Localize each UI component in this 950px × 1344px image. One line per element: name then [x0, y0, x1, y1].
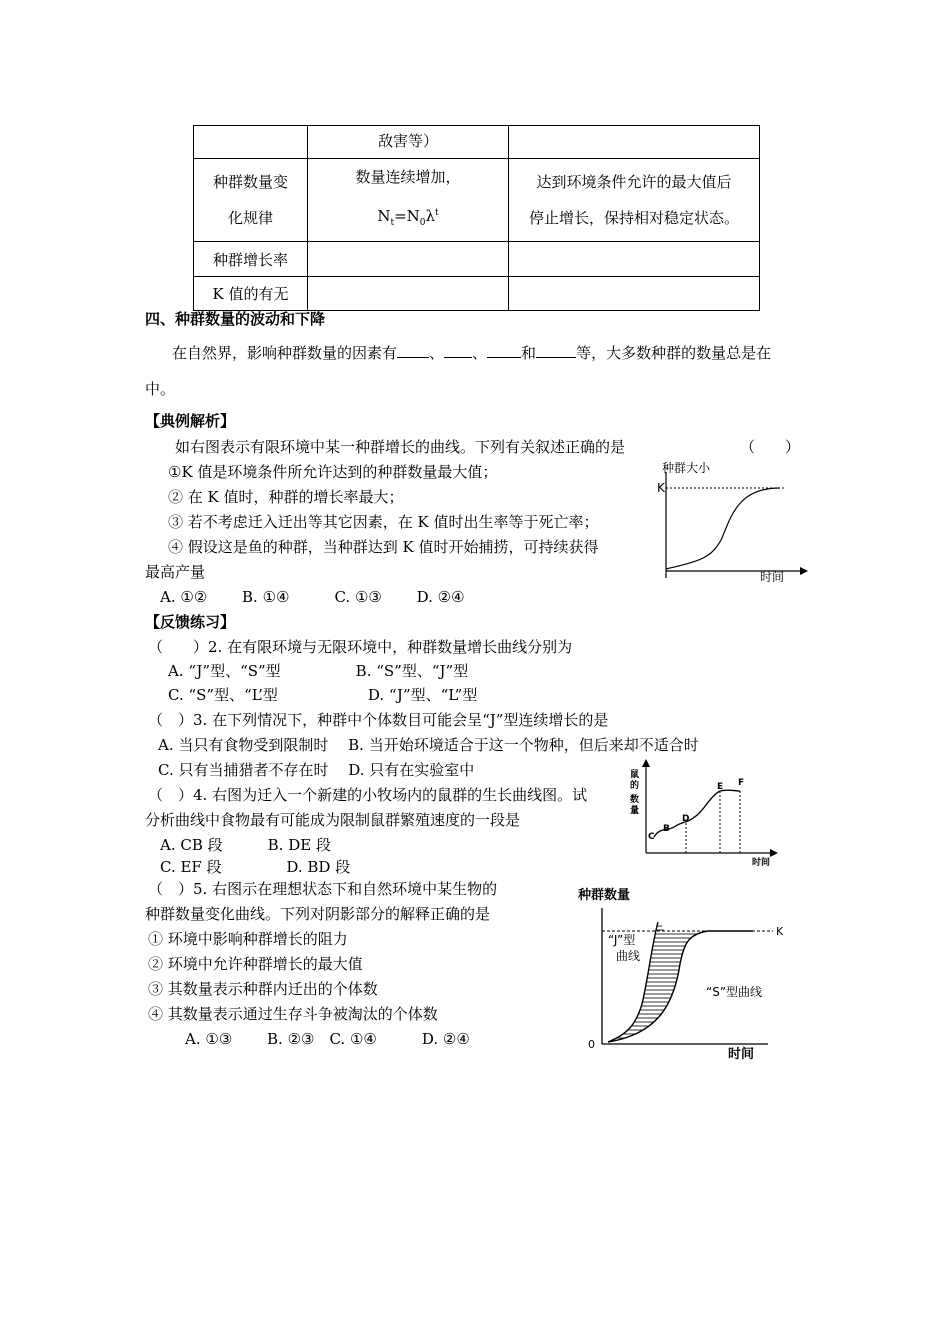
table-row	[194, 159, 760, 242]
options: C. 只有当捕猎者不存在时 D. 只有在实验室中	[158, 761, 475, 779]
j-s-curve-graph	[578, 884, 796, 1060]
k-label: K	[776, 925, 784, 938]
question: （ ）4. 右图为迁入一个新建的小牧场内的鼠群的生长曲线图。试	[148, 786, 588, 804]
table-cell	[308, 277, 509, 311]
point-label: D	[682, 814, 690, 824]
j-label: “J”型	[608, 933, 636, 947]
origin-label: 0	[588, 1038, 595, 1051]
statement: 最高产量	[145, 563, 206, 581]
point-label: F	[738, 778, 745, 788]
question: （ ）5. 右图示在理想状态下和自然环境中某生物的	[148, 880, 498, 898]
comparison-table	[193, 125, 760, 311]
table-cell	[509, 277, 760, 311]
table-cell	[509, 126, 760, 159]
cell-text: 停止增长，保持相对稳定状态。	[528, 209, 739, 227]
table-cell	[308, 242, 509, 277]
y-label: 量	[630, 806, 640, 816]
table-cell	[509, 242, 760, 277]
arrow-icon	[642, 759, 650, 767]
s-label: “S”型曲线	[706, 985, 763, 999]
options: C. “S”型、“L’型 D. “J”型、“L”型	[168, 686, 478, 704]
table-row	[194, 242, 760, 277]
table-cell	[194, 159, 308, 242]
statement: ③ 若不考虑迁入迁出等其它因素，在 K 值时出生率等于死亡率；	[168, 513, 599, 531]
question: （ ）2. 在有限环境与无限环境中，种群数量增长曲线分别为	[148, 638, 573, 656]
paragraph-line: 在自然界，影响种群数量的因素有 、 、 和 等，大多数种群的数量总是在	[172, 344, 772, 362]
statement: ② 环境中允许种群增长的最大值	[148, 955, 363, 973]
answer-paren: （ ）	[740, 438, 801, 456]
question-stem: 如右图表示有限环境中某一种群增长的曲线。下列有关叙述正确的是	[175, 438, 626, 456]
formula: $N_t=N_0\lambda^t$	[377, 207, 439, 228]
k-label: K	[657, 481, 665, 495]
options: A. CB 段 B. DE 段	[160, 836, 331, 854]
table-cell: 敌害等）	[308, 126, 509, 159]
statement: ① 环境中影响种群增长的阻力	[148, 930, 348, 948]
section-heading: 【典例解析】	[145, 412, 236, 430]
options: A. “J”型、“S”型 B. “S”型、“J”型	[168, 662, 469, 680]
cell-text: 数量连续增加，	[355, 168, 461, 186]
row-label: 化规律	[227, 209, 273, 227]
options: A. 当只有食物受到限制时 B. 当开始环境适合于这一个物种，但后来却不适合时	[158, 736, 699, 754]
row-label: 种群数量变	[212, 173, 288, 191]
section-heading: 【反馈练习】	[145, 613, 236, 631]
statement: ③ 其数量表示种群内迁出的个体数	[148, 980, 378, 998]
table-row	[194, 126, 760, 159]
statement: ② 在 K 值时，种群的增长率最大；	[168, 488, 404, 506]
question: 分析曲线中食物最有可能成为限制鼠群繁殖速度的一段是	[145, 811, 521, 829]
x-label: 时间	[760, 570, 785, 584]
j-label: 曲线	[616, 949, 641, 963]
question: 种群数量变化曲线。下列对阴影部分的解释正确的是	[145, 905, 491, 923]
x-label: 时间	[752, 858, 771, 868]
point-label: B	[663, 824, 670, 834]
y-label: 种群大小	[662, 461, 711, 475]
statement: ④ 假设这是鱼的种群，当种群达到 K 值时开始捕捞，可持续获得	[168, 538, 599, 556]
row-label: K 值的有无	[194, 277, 308, 311]
paragraph-line: 中。	[145, 380, 176, 398]
table-row	[194, 277, 760, 311]
arrow-icon	[770, 849, 778, 857]
options: A. ①② B. ①④ C. ①③ D. ②④	[160, 588, 465, 606]
y-label: 鼠	[630, 770, 640, 780]
x-label: 时间	[728, 1047, 755, 1060]
y-label: 数	[630, 795, 640, 805]
options: A. ①③ B. ②③ C. ①④ D. ②④	[185, 1030, 470, 1048]
table-cell	[509, 159, 760, 242]
section-heading: 四、种群数量的波动和下降	[145, 310, 326, 328]
mouse-growth-graph	[628, 757, 780, 869]
point-label: E	[717, 782, 724, 792]
y-label: 的	[630, 781, 640, 791]
cell-text: 达到环境条件允许的最大值后	[536, 173, 732, 191]
row-label: 种群增长率	[194, 242, 308, 277]
arrow-icon	[800, 567, 808, 575]
table-cell	[308, 159, 509, 242]
s-curve	[666, 488, 780, 569]
statement: ①K 值是环境条件所允许达到的种群数量最大值；	[168, 463, 498, 481]
s-curve-graph	[640, 458, 810, 584]
question: （ ）3. 在下列情况下，种群中个体数目可能会呈“J”型连续增长的是	[148, 711, 609, 729]
point-label: C	[648, 832, 655, 842]
statement: ④ 其数量表示通过生存斗争被淘汰的个体数	[148, 1005, 438, 1023]
options: C. EF 段 D. BD 段	[160, 858, 351, 876]
table-cell	[194, 126, 308, 159]
y-label: 种群数量	[578, 888, 631, 903]
